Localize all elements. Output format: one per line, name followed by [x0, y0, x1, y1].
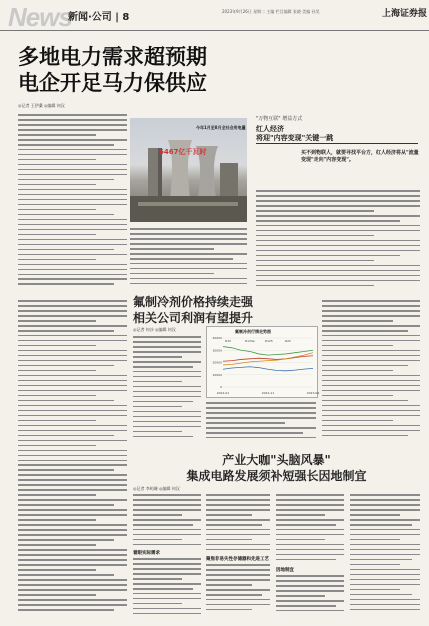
fluoro-chart-plot: [207, 335, 320, 397]
ip-col3-b: [276, 575, 344, 616]
section-title: 新闻·公司 | 8: [68, 12, 130, 23]
ip-col3: [276, 494, 344, 564]
main-article-col1: [18, 114, 127, 290]
chart-y-tick-label: 30000: [212, 348, 222, 353]
dateline: 2023年9月26日 星期二 主编 栏目编辑 张晓 美编 孙昊: [222, 9, 320, 14]
fluoro-chart: [206, 326, 318, 398]
chart-legend-entry: R22: [285, 339, 291, 343]
ip-headline-line2: 集成电路发展须补短强长因地制宜: [186, 469, 367, 483]
main-article-col1-cont: [18, 300, 127, 616]
ip-col2: [206, 494, 270, 554]
chart-y-tick-label: 40000: [212, 336, 222, 340]
fluoro-col1: [133, 336, 201, 444]
main-headline-line1: 多地电力需求超预期: [18, 45, 207, 69]
sidebar-heading-line1: 红人经济: [256, 125, 284, 133]
sidebar-lead: 买不到物联人，就要寻找平台方，红人经济将从"流量变现"走向"内容变现"。: [301, 150, 419, 163]
chart-x-tick-label: 2022-11: [261, 391, 275, 395]
masthead-brand: News: [8, 2, 72, 32]
power-plant-illustration: [130, 118, 247, 222]
main-headline-line2: 电企开足马力保供应: [18, 71, 207, 95]
fluoro-headline-line1: 氟制冷剂价格持续走强: [133, 295, 254, 309]
newspaper-name: 上海证券报: [382, 9, 428, 19]
chart-series-line-R32: [223, 367, 313, 371]
ip-byline: ◎记者 李屿臻 ◎编辑 何汉: [133, 486, 180, 491]
chart-series-line-R125: [223, 347, 313, 356]
sidebar-heading-line2: 将迎"内容变现"关键一跳: [256, 134, 334, 142]
fluoro-headline-line2: 相关公司利润有望提升: [133, 311, 254, 325]
fluoro-col3: [322, 300, 420, 444]
sidebar-note: "万物互联" 增益方式: [256, 116, 303, 122]
ip-col1: [133, 494, 201, 549]
sidebar-body: [256, 190, 420, 290]
main-article-col2: [130, 228, 247, 290]
main-byline: ◎记者 王伊桑 ◎编辑 何汉: [18, 103, 65, 108]
photo-caption: 6467亿千瓦时: [159, 148, 207, 156]
ip-col4: [350, 494, 420, 616]
chart-y-tick-label: 10000: [212, 372, 222, 377]
ip-subhead-3: 因地制宜: [276, 568, 294, 573]
ip-col1-b: [133, 558, 201, 616]
fluoro-byline: ◎记者 何沙 ◎编辑 何汉: [133, 327, 176, 332]
chart-legend-entry: R134a: [245, 339, 255, 343]
ip-subhead-1: 着眼实际需求: [133, 551, 160, 556]
chart-x-tick-label: 2022-01: [216, 391, 230, 395]
chart-y-tick-label: 20000: [212, 360, 222, 365]
chart-x-tick-label: 2023-09: [306, 391, 320, 395]
photo-label: 今年1月至8月全社会用电量: [196, 125, 246, 130]
chart-y-tick-label: 0: [220, 385, 222, 389]
power-plant-photo: [130, 118, 247, 222]
sidebar-rule: [256, 143, 418, 144]
chart-legend-entry: R125: [265, 339, 273, 343]
ip-col2-b: [206, 564, 270, 616]
fluoro-col2: [206, 402, 316, 444]
chart-legend-entry: R32: [225, 339, 231, 343]
ip-subhead-2: 聚焦非易失性存储器和先进工艺: [206, 557, 269, 562]
fluoro-chart-title: 氟制冷剂行情走势图: [235, 329, 271, 334]
ip-headline-line1: 产业大咖"头脑风暴": [222, 453, 331, 467]
